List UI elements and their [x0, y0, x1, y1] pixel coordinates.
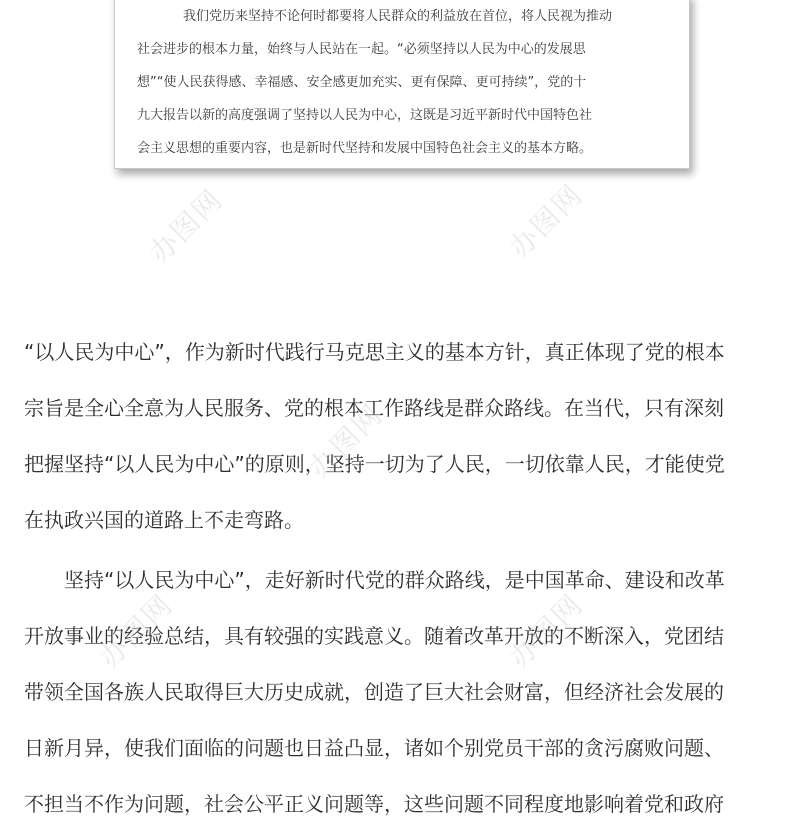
card-text-line: 会主义思想的重要内容，也是新时代坚持和发展中国特色社会主义的基本方略。 — [137, 141, 593, 156]
paragraph-2-line: 日新月异，使我们面临的问题也日益凸显，诸如个别党员干部的贪污腐败问题、 — [24, 736, 724, 760]
card-text-line: 想”“使人民获得感、幸福感、安全感更加充实、更有保障、更可持续”，党的十 — [137, 75, 587, 90]
paragraph-2-line: 坚持“以人民为中心”，走好新时代党的群众路线，是中国革命、建设和改革 — [64, 568, 725, 592]
card-text-line: 社会进步的根本力量，始终与人民站在一起。“必须坚持以人民为中心的发展思 — [137, 42, 586, 57]
watermark: 办图网 — [502, 177, 590, 265]
paragraph-1-line: 把握坚持“以人民为中心”的原则，坚持一切为了人民，一切依靠人民，才能使党 — [24, 452, 725, 476]
paragraph-2-line: 不担当不作为问题，社会公平正义问题等，这些问题不同程度地影响着党和政府 — [24, 792, 724, 816]
watermark: 办图网 — [142, 182, 230, 270]
paragraph-1-line: 宗旨是全心全意为人民服务、党的根本工作路线是群众路线。在当代，只有深刻 — [24, 396, 724, 420]
paragraph-2-line: 带领全国各族人民取得巨大历史成就，创造了巨大社会财富，但经济社会发展的 — [24, 680, 724, 704]
paragraph-1-line: 在执政兴国的道路上不走弯路。 — [24, 508, 304, 532]
watermark: 办图网 — [92, 587, 180, 675]
quote-card — [114, 0, 690, 169]
article-body — [24, 324, 784, 832]
watermark: 办图网 — [302, 397, 390, 485]
card-text-line: 九大报告以新的高度强调了坚持以人民为中心，这既是习近平新时代中国特色社 — [137, 108, 593, 123]
paragraph-1-line: “以人民为中心”，作为新时代践行马克思主义的基本方针，真正体现了党的根本 — [24, 340, 725, 364]
card-text-line: 我们党历来坚持不论何时都要将人民群众的利益放在首位，将人民视为推动 — [183, 9, 613, 24]
watermark: 办图网 — [502, 587, 590, 675]
paragraph-2-line: 开放事业的经验总结，具有较强的实践意义。随着改革开放的不断深入，党团结 — [24, 624, 724, 648]
